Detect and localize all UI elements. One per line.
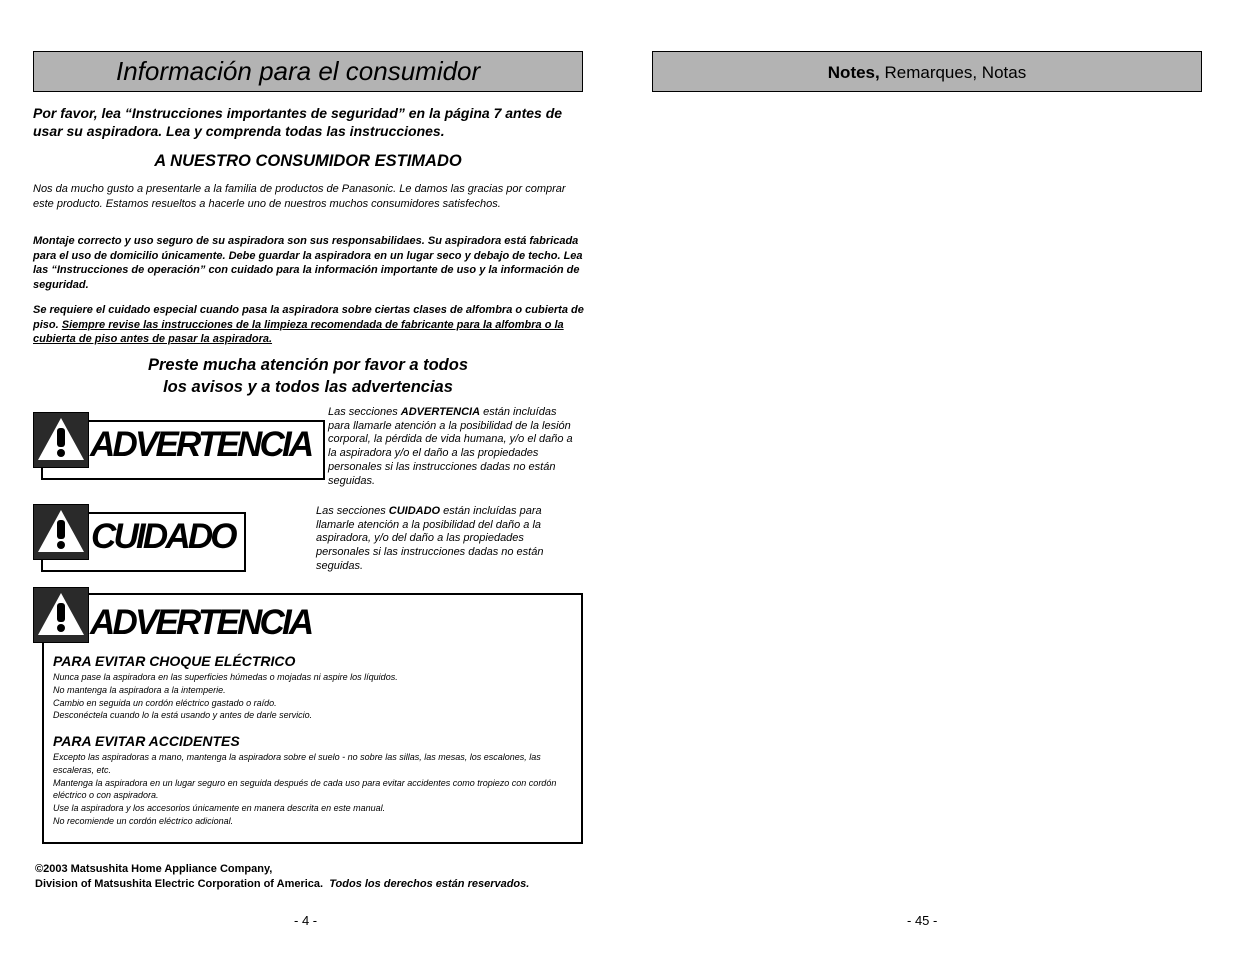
accidents-heading: PARA EVITAR ACCIDENTES — [53, 733, 240, 749]
notes-title — [653, 63, 1201, 83]
list-item: No recomiende un cordón eléctrico adicional. — [53, 815, 234, 826]
list-item: Mantenga la aspiradora en un lugar seguro en seguida después de cada uso para evitar accidentes como tropiezo con cordón eléctrico o con aspiradora. — [53, 777, 557, 801]
warning-triangle-icon — [33, 412, 89, 468]
caution-triangle-icon — [33, 504, 89, 560]
left-page-number: - 4 - — [294, 913, 318, 928]
page-title: Información para el consumidor — [116, 56, 481, 86]
notes-title-bar — [652, 51, 1202, 92]
list-item: No mantenga la aspiradora a la intemperie. — [53, 684, 226, 695]
attention-heading — [33, 354, 583, 398]
page-title-bar — [33, 51, 583, 92]
notes-title-rest: Remarques, Notas — [879, 63, 1027, 82]
list-item: Nunca pase la aspiradora en las superficies húmedas o mojadas ni aspire los líquidos. — [53, 672, 398, 682]
caution-label: CUIDADO — [91, 517, 235, 556]
copyright-notice — [35, 862, 595, 891]
attention-line-1: Preste mucha atención por favor a todos — [148, 356, 468, 374]
caution-desc-prefix: Las secciones — [316, 505, 389, 517]
carpet-care-underlined: Siempre revise las instrucciones de la limpieza recomendada de fabricante para la alfombra o la cubierta de piso antes de pasar la aspiradora. — [33, 318, 564, 345]
notes-title-bold: Notes, — [827, 63, 880, 82]
warning-label: ADVERTENCIA — [90, 425, 312, 464]
warning-description — [328, 406, 580, 488]
electric-shock-section — [53, 653, 573, 722]
safety-intro: Por favor, lea “Instrucciones importantes de seguridad” en la página 7 antes de usar su aspiradora. Lea y comprenda todas las instrucciones. — [33, 105, 563, 139]
copyright-rights: Todos los derechos están reservados. — [329, 877, 530, 890]
consumer-subheading: A NUESTRO CONSUMIDOR ESTIMADO — [154, 152, 462, 170]
caution-desc-keyword: CUIDADO — [388, 505, 441, 517]
warning-desc-keyword: ADVERTENCIA — [400, 406, 481, 418]
list-item: Use la aspiradora y los accesorios únicamente en manera descrita en este manual. — [53, 803, 386, 814]
warning-box-label: ADVERTENCIA — [90, 603, 312, 642]
carpet-care-text: Se requiere el cuidado especial cuando pasa la aspiradora sobre ciertas clases de alfombra o cubierta de piso. — [33, 304, 584, 331]
accidents-section — [53, 733, 573, 828]
electric-shock-heading: PARA EVITAR CHOQUE ELÉCTRICO — [53, 653, 296, 669]
right-page-number: - 45 - — [907, 913, 938, 928]
copyright-company: Division of Matsushita Electric Corporation of America. — [35, 877, 324, 890]
welcome-paragraph: Nos da mucho gusto a presentarle a la familia de productos de Panasonic. Le damos las gracias por comprar este producto. Estamos resueltos a hacerle uno de nuestros muchos consumidores satisfechos. — [33, 183, 566, 210]
copyright-line-2 — [35, 877, 595, 892]
caution-desc-suffix: están incluídas para llamarle atención a la posibilidad del daño a la aspiradora, y/o del daño a las propiedades personales si las instrucciones dadas no están seguidas. — [316, 505, 544, 572]
responsibility-paragraph: Montaje correcto y uso seguro de su aspiradora son sus responsabilidaes. Su aspiradora está fabricada para el uso de domicilio únicamente. Debe guardar la aspiradora en un lugar seco y debajo de techo. Lea las “Instrucciones de operación” con cuidado para la información importante de uso y la información de seguridad. — [33, 235, 583, 291]
list-item: Cambio en seguida un cordón eléctrico gastado o raído. — [53, 697, 277, 708]
carpet-care-paragraph — [33, 303, 585, 347]
warning-desc-prefix: Las secciones — [328, 406, 401, 418]
attention-line-2: los avisos y a todos las advertencias — [163, 378, 453, 396]
warning-box-triangle-icon — [33, 587, 89, 643]
warning-desc-suffix: están incluídas para llamarle atención a la posibilidad de la lesión corporal, la pérdida de vida humana, y/o el daño a la aspiradora y/o el daño a las propiedades personales si las instrucciones dadas no están seguidas. — [328, 406, 573, 487]
list-item: Desconéctela cuando lo la está usando y antes de darle servicio. — [53, 710, 313, 721]
copyright-line-1: ©2003 Matsushita Home Appliance Company, — [35, 863, 273, 875]
list-item: Excepto las aspiradoras a mano, mantenga la aspiradora sobre el suelo - no sobre las sillas, las mesas, los escalones, las escaleras, etc. — [53, 752, 541, 775]
caution-description — [316, 505, 574, 574]
